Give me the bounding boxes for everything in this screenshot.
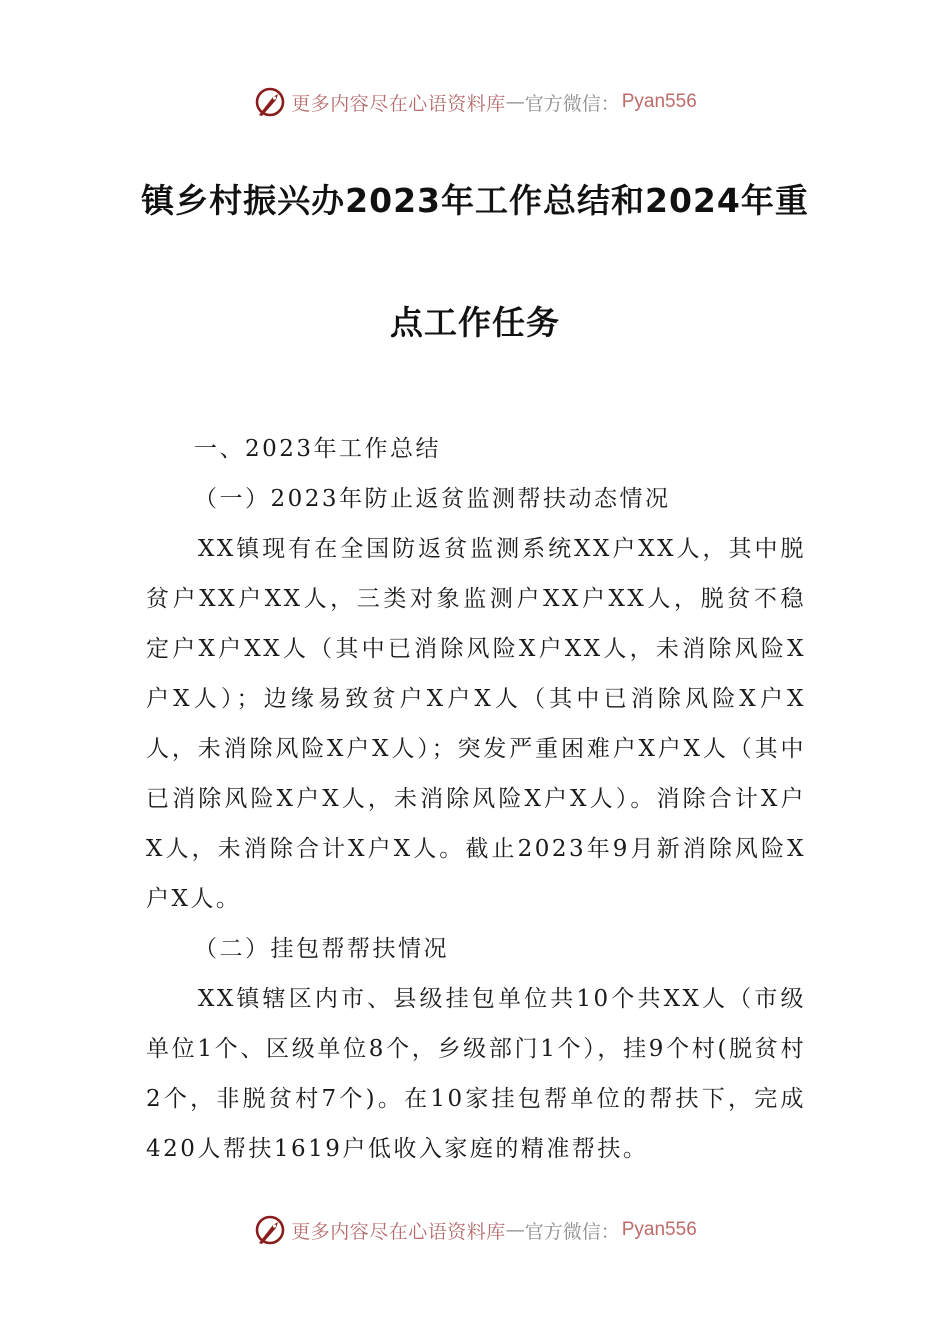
watermark-dash: — [505,1219,525,1241]
paragraph-monitoring: XX镇现有在全国防返贫监测系统XX户XX人，其中脱贫户XX户XX人，三类对象监测户XX户XX人，脱贫不稳定户X户XX人（其中已消除风险X户XX人，未消除风险X户X人）；边缘易致贫户X户X人（其中已消除风险X户X人，未消除风险X户X人）；突发严重困难户X户X人（其中已消除风险X户X人，未消除风险X户X人）。消除合计X户X人，未消除合计X户X人。截止2023年9月新消除风险X户X人。 [146,536,806,912]
document-body [146,424,806,1174]
watermark-text: 更多内容尽在心语资料库 [291,1220,506,1243]
section-heading: 一、2023年工作总结 [194,436,442,462]
pen-nib-logo-icon [253,1213,287,1247]
watermark-label: 官方微信： [524,92,620,115]
watermark-header [0,82,950,122]
watermark-label: 官方微信： [524,1220,620,1243]
watermark-dash: — [505,91,525,113]
document-title-line1: 镇乡村振兴办2023年工作总结和2024年重 [141,181,809,220]
subsection-heading-2: （二）挂包帮帮扶情况 [194,936,449,962]
document-title-line2: 点工作任务 [390,303,560,342]
subsection-heading-1: （一）2023年防止返贫监测帮扶动态情况 [194,486,671,512]
watermark-footer [0,1210,950,1250]
watermark-text: 更多内容尽在心语资料库 [291,92,506,115]
paragraph-assistance: XX镇辖区内市、县级挂包单位共10个共XX人（市级单位1个、区级单位8个，乡级部门1个），挂9个村(脱贫村2个，非脱贫村7个)。在10家挂包帮单位的帮扶下，完成420人帮扶1619户低收入家庭的精准帮扶。 [146,986,806,1162]
watermark-wechat-id: Pyan556 [621,1219,697,1240]
pen-nib-logo-icon [253,85,287,119]
watermark-wechat-id: Pyan556 [621,91,697,112]
